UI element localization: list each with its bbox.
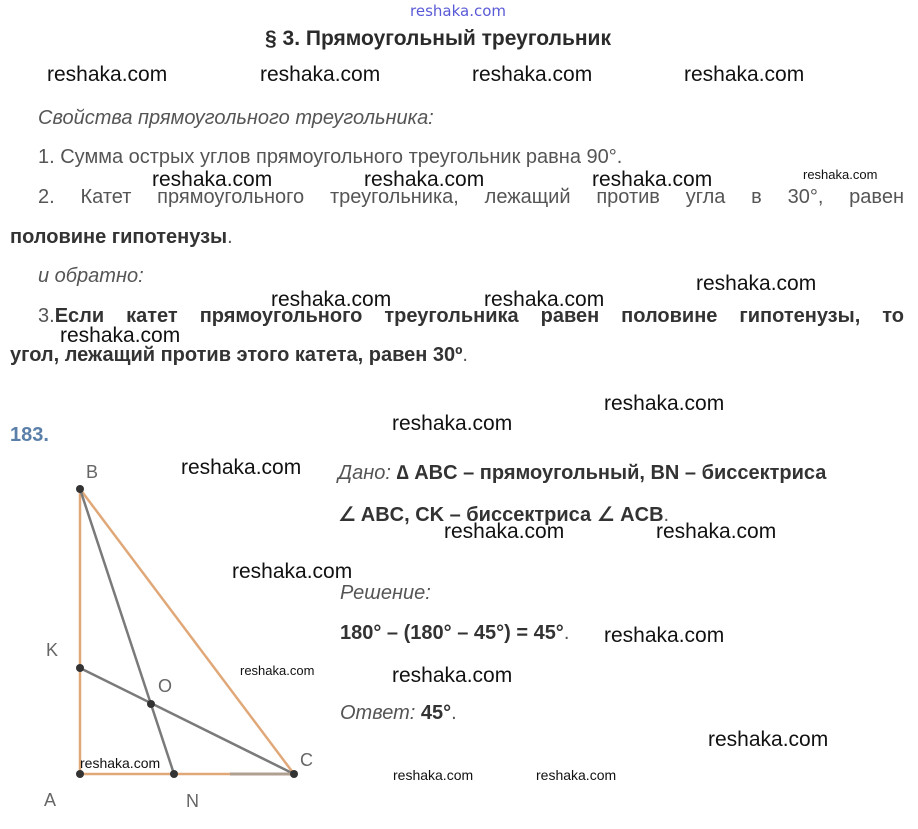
given-label: Дано: bbox=[338, 462, 391, 484]
property-3-number: 3. bbox=[38, 305, 55, 327]
watermark: reshaka.com bbox=[484, 288, 605, 311]
watermark: reshaka.com bbox=[444, 520, 565, 543]
top-watermark: reshaka.com bbox=[410, 2, 506, 20]
bisector-bn bbox=[80, 489, 174, 774]
properties-heading: Свойства прямоугольного треугольника: bbox=[38, 107, 434, 129]
section-title: § 3. Прямоугольный треугольник bbox=[265, 27, 611, 50]
watermark: reshaka.com bbox=[803, 167, 878, 182]
watermark: reshaka.com bbox=[604, 624, 725, 647]
and-conversely: и обратно: bbox=[38, 265, 144, 287]
answer-label: Ответ: bbox=[340, 702, 416, 724]
watermark: reshaka.com bbox=[260, 63, 381, 86]
watermark: reshaka.com bbox=[392, 664, 513, 687]
label-c: C bbox=[300, 750, 313, 770]
label-o: O bbox=[158, 676, 173, 696]
point-n bbox=[170, 770, 178, 778]
solution-end: . bbox=[563, 622, 570, 644]
watermark: reshaka.com bbox=[708, 728, 829, 751]
property-1: 1. Сумма острых углов прямоугольного треугольник равна 90°. bbox=[38, 146, 623, 168]
watermark: reshaka.com bbox=[240, 663, 315, 678]
watermark: reshaka.com bbox=[604, 392, 725, 415]
property-3-bold-2: угол, лежащий против этого катета, равен 30º bbox=[10, 344, 463, 366]
watermark: reshaka.com bbox=[271, 288, 392, 311]
label-k: K bbox=[46, 640, 59, 660]
solution-expression: 180° – (180° – 45°) = 45° bbox=[340, 622, 564, 644]
label-a: A bbox=[44, 790, 57, 810]
watermark: reshaka.com bbox=[696, 272, 817, 295]
answer-line bbox=[340, 702, 457, 725]
point-a bbox=[76, 770, 84, 778]
solution-label: Решение: bbox=[340, 582, 431, 604]
answer-value: 45° bbox=[415, 702, 452, 724]
answer-end: . bbox=[451, 702, 457, 724]
triangle-abc bbox=[80, 489, 294, 774]
solution-line bbox=[340, 622, 569, 645]
property-3-bold-1: Если катет прямоугольного треугольника равен половине гипотенузы, то bbox=[54, 305, 904, 327]
given-text-1: ∆ ABC – прямоугольный, BN – биссектриса bbox=[390, 462, 827, 484]
label-n: N bbox=[186, 791, 199, 811]
side-bc bbox=[80, 489, 294, 774]
watermark: reshaka.com bbox=[656, 520, 777, 543]
label-b: B bbox=[86, 462, 99, 482]
watermark: reshaka.com bbox=[181, 456, 302, 479]
watermark: reshaka.com bbox=[364, 168, 485, 191]
watermark: reshaka.com bbox=[592, 168, 713, 191]
problem-number: 183. bbox=[10, 424, 49, 446]
property-3-end: . bbox=[462, 344, 468, 366]
watermark: reshaka.com bbox=[60, 324, 181, 347]
watermark: reshaka.com bbox=[80, 755, 161, 771]
watermark: reshaka.com bbox=[47, 63, 168, 86]
watermark: reshaka.com bbox=[684, 63, 805, 86]
watermark: reshaka.com bbox=[393, 767, 474, 783]
watermark: reshaka.com bbox=[152, 168, 273, 191]
property-2-bold: половине гипотенузы bbox=[10, 226, 228, 248]
given-line-1 bbox=[338, 462, 826, 485]
point-k bbox=[76, 664, 84, 672]
property-2-line-1: 2. Катет прямоугольного треугольника, лежащий против угла в 30°, равен bbox=[38, 186, 904, 208]
given-end: . bbox=[663, 504, 670, 526]
watermark: reshaka.com bbox=[232, 560, 353, 583]
point-c bbox=[290, 770, 298, 778]
watermark: reshaka.com bbox=[472, 63, 593, 86]
point-b bbox=[76, 485, 84, 493]
watermark: reshaka.com bbox=[536, 767, 617, 783]
point-o bbox=[147, 700, 155, 708]
given-text-2: ∠ ABC, CK – биссектриса ∠ ACB bbox=[338, 504, 664, 526]
property-2-end: . bbox=[227, 226, 233, 248]
watermark: reshaka.com bbox=[392, 412, 513, 435]
